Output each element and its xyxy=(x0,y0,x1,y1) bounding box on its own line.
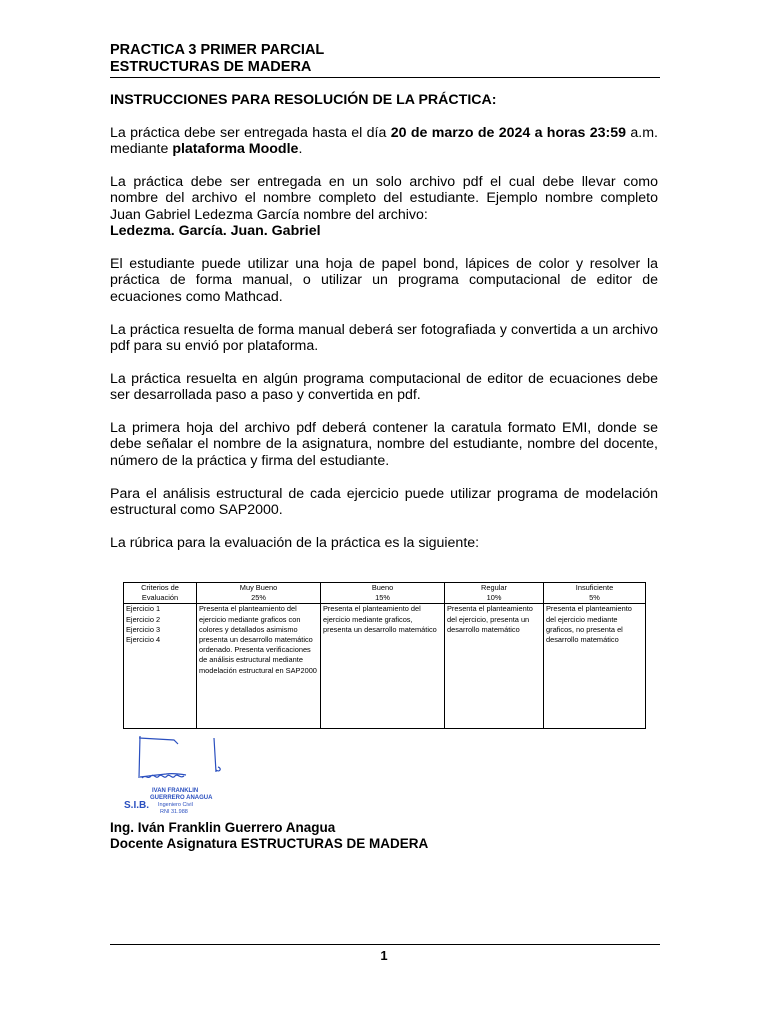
paragraph-rubric-intro: La rúbrica para la evaluación de la práctica es la siguiente: xyxy=(110,534,480,551)
stamp-line: IVAN FRANKLIN xyxy=(152,788,199,794)
stamp-line: RNI 31.988 xyxy=(160,809,188,815)
course-title: ESTRUCTURAS DE MADERA xyxy=(110,59,312,75)
document-header xyxy=(110,42,660,78)
signer-role: Docente Asignatura ESTRUCTURAS DE MADERA xyxy=(110,836,429,851)
stamp-initials: S.I.B. xyxy=(124,800,150,811)
rubric-body-row xyxy=(124,604,646,729)
signer-name: Ing. Iván Franklin Guerrero Anagua xyxy=(110,820,336,835)
level-description: Presenta el planteamiento del ejercicio, presenta un desarrollo matemático xyxy=(445,604,544,729)
paragraph-software: La práctica resuelta en algún programa computacional de editor de ecuaciones debe ser desarrollada paso a paso y convertida en pdf. xyxy=(110,370,658,404)
signature-stamp xyxy=(118,730,238,822)
paragraph-materials: El estudiante puede utilizar una hoja de papel bond, lápices de color y resolver la práctica de forma manual, o utilizar un programa computacional de editor de ecuaciones como Mathcad. xyxy=(110,256,658,305)
rubric-header-row xyxy=(124,583,646,604)
handwritten-signature xyxy=(139,736,220,778)
deadline-date: 20 de marzo de 2024 a horas 23:59 xyxy=(390,124,627,141)
paragraph-cover: La primera hoja del archivo pdf deberá contener la caratula formato EMI, donde se debe señalar el nombre de la asignatura, nombre del estudiante, nombre del docente, número de la práctica y firma del estudiante. xyxy=(110,420,658,469)
signer-block xyxy=(110,820,428,852)
paragraph-analysis: Para el análisis estructural de cada ejercicio puede utilizar programa de modelación estructural como SAP2000. xyxy=(110,485,658,519)
instructions-heading: INSTRUCCIONES PARA RESOLUCIÓN DE LA PRÁCTICA: xyxy=(110,92,497,108)
stamp-line: Ingeniero Civil xyxy=(158,802,193,808)
page-number: 1 xyxy=(380,948,388,963)
instructions-body xyxy=(110,92,658,568)
level-header: Bueno 15% xyxy=(321,583,445,604)
criteria-header: Criterios de Evaluación xyxy=(124,583,197,604)
exercise-list: Ejercicio 1 Ejercicio 2 Ejercicio 3 Ejercicio 4 xyxy=(124,604,197,729)
footer-divider xyxy=(110,944,660,945)
paragraph-manual: La práctica resuelta de forma manual deberá ser fotografiada y convertida a un archivo pdf para su envió por plataforma. xyxy=(110,321,658,355)
level-header: Regular 10% xyxy=(445,583,544,604)
level-description: Presenta el planteamiento del ejercicio mediante graficos con colores y detallados asimismo presenta un desarrollo matemático ordenado. Presenta verificaciones de análisis estructural mediante modelación estructural en SAP2000 xyxy=(197,604,321,729)
paragraph-file-name: La práctica debe ser entregada en un solo archivo pdf el cual debe llevar como nombre del archivo el nombre completo del estudiante. Ejemplo nombre completo Juan Gabriel Ledezma García nombre del archivo: Ledezma. García. Juan. Gabriel xyxy=(110,174,658,240)
platform-name: plataforma Moodle xyxy=(172,141,299,158)
level-description: Presenta el planteamiento del ejercicio mediante graficos, presenta un desarrollo matemático xyxy=(321,604,445,729)
file-name-example: Ledezma. García. Juan. Gabriel xyxy=(110,223,321,240)
level-description: Presenta el planteamiento del ejercicio mediante graficos, no presenta el desarrollo matemático xyxy=(544,604,646,729)
stamp-line: GUERRERO ANAGUA xyxy=(150,795,213,801)
level-header: Muy Bueno 25% xyxy=(197,583,321,604)
paragraph-deadline: La práctica debe ser entregada hasta el día 20 de marzo de 2024 a horas 23:59 a.m. mediante plataforma Moodle. xyxy=(110,124,658,158)
practice-title: PRACTICA 3 PRIMER PARCIAL xyxy=(110,42,325,58)
level-header: Insuficiente 5% xyxy=(544,583,646,604)
rubric-table xyxy=(123,582,646,729)
